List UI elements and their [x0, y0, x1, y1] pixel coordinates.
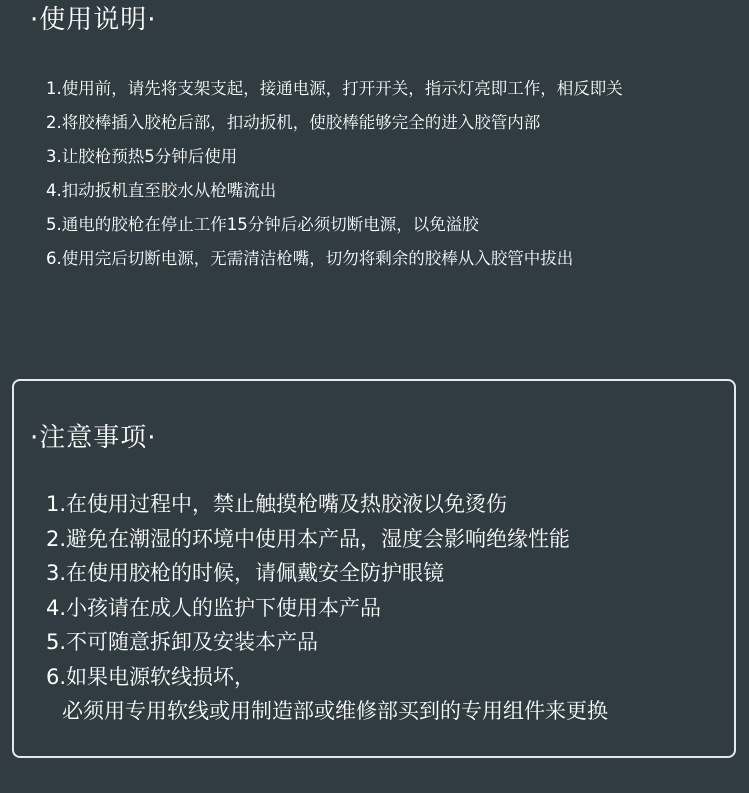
precaution-item-6-continued: 必须用专用软线或用制造部或维修部买到的专用组件来更换	[62, 699, 608, 723]
precaution-item-6: 6.如果电源软线损坏，	[46, 664, 256, 689]
usage-item-3: 3.让胶枪预热5分钟后使用	[46, 147, 238, 166]
precautions-list	[46, 487, 608, 729]
precaution-item-2: 2.避免在潮湿的环境中使用本产品，湿度会影响绝缘性能	[46, 526, 571, 551]
precaution-item-1: 1.在使用过程中，禁止触摸枪嘴及热胶液以免烫伤	[46, 492, 508, 516]
usage-instructions-list	[46, 75, 623, 279]
precaution-item-3: 3.在使用胶枪的时候，请佩戴安全防护眼镜	[46, 561, 445, 585]
usage-item-1: 1.使用前，请先将支架支起，接通电源，打开开关，指示灯亮即工作，相反即关	[46, 79, 623, 98]
usage-item-2: 2.将胶棒插入胶枪后部，扣动扳机，使胶棒能够完全的进入胶管内部	[46, 113, 541, 132]
precaution-item-5: 5.不可随意拆卸及安装本产品	[46, 630, 319, 654]
usage-item-5: 5.通电的胶枪在停止工作15分钟后必须切断电源，以免溢胶	[46, 215, 479, 234]
usage-instructions-title: ·使用说明·	[30, 5, 157, 35]
precautions-title: ·注意事项·	[30, 423, 157, 453]
usage-item-6: 6.使用完后切断电源，无需清洁枪嘴，切勿将剩余的胶棒从入胶管中拔出	[46, 249, 574, 268]
usage-item-4: 4.扣动扳机直至胶水从枪嘴流出	[46, 181, 277, 200]
precaution-item-4: 4.小孩请在成人的监护下使用本产品	[46, 595, 382, 620]
